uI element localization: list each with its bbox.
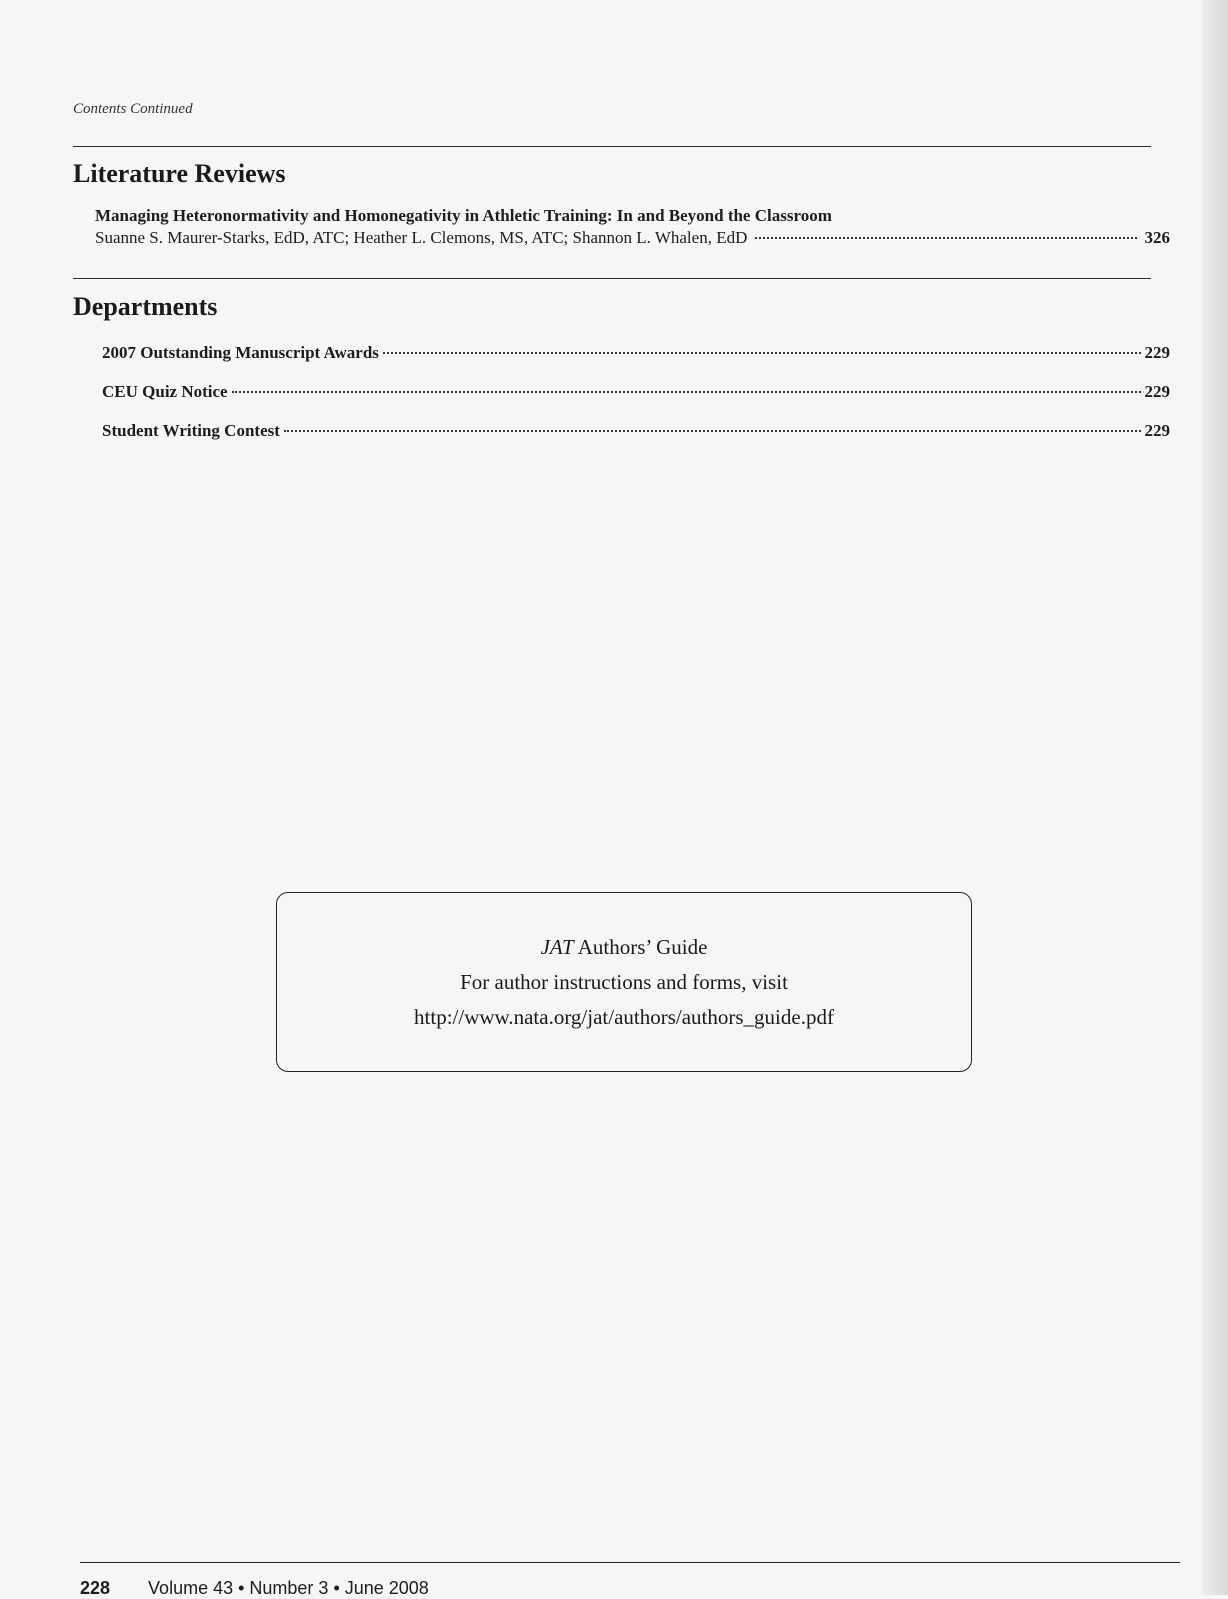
departments-heading: Departments	[73, 292, 218, 321]
article-page-number: 326	[1144, 228, 1170, 247]
literature-reviews-heading: Literature Reviews	[73, 159, 286, 188]
jat-abbreviation: JAT	[540, 934, 574, 959]
article-title: Managing Heteronormativity and Homonegativity in Athletic Training: In and Beyond the Classroom	[95, 206, 832, 225]
department-label: CEU Quiz Notice	[102, 382, 228, 401]
page-edge-shadow	[1202, 0, 1228, 1595]
header-rule	[73, 146, 1151, 147]
authors-guide-url[interactable]: http://www.nata.org/jat/authors/authors_guide.pdf	[414, 1004, 834, 1029]
section-rule	[73, 278, 1151, 279]
article-byline-row	[95, 228, 1170, 248]
department-page-number: 229	[1144, 421, 1170, 440]
authors-guide-title-text: Authors’ Guide	[573, 934, 708, 959]
authors-guide-box	[276, 892, 972, 1072]
authors-guide-instructions: For author instructions and forms, visit	[460, 969, 788, 994]
department-page-number: 229	[1144, 343, 1170, 362]
department-item	[102, 343, 1170, 363]
department-label: Student Writing Contest	[102, 421, 280, 440]
running-head: Contents Continued	[73, 101, 193, 117]
issue-info: Volume 43 • Number 3 • June 2008	[148, 1578, 429, 1598]
footer-rule	[80, 1562, 1180, 1563]
dot-leader	[755, 237, 1136, 239]
dot-leader	[284, 430, 1141, 432]
department-item	[102, 382, 1170, 402]
dot-leader	[383, 352, 1141, 354]
department-page-number: 229	[1144, 382, 1170, 401]
department-item	[102, 421, 1170, 441]
page-footer	[80, 1578, 429, 1599]
authors-guide-title	[541, 930, 708, 965]
department-label: 2007 Outstanding Manuscript Awards	[102, 343, 379, 362]
dot-leader	[232, 391, 1141, 393]
page-folio: 228	[80, 1578, 111, 1598]
article-authors: Suanne S. Maurer-Starks, EdD, ATC; Heather L. Clemons, MS, ATC; Shannon L. Whalen, EdD	[95, 228, 748, 247]
